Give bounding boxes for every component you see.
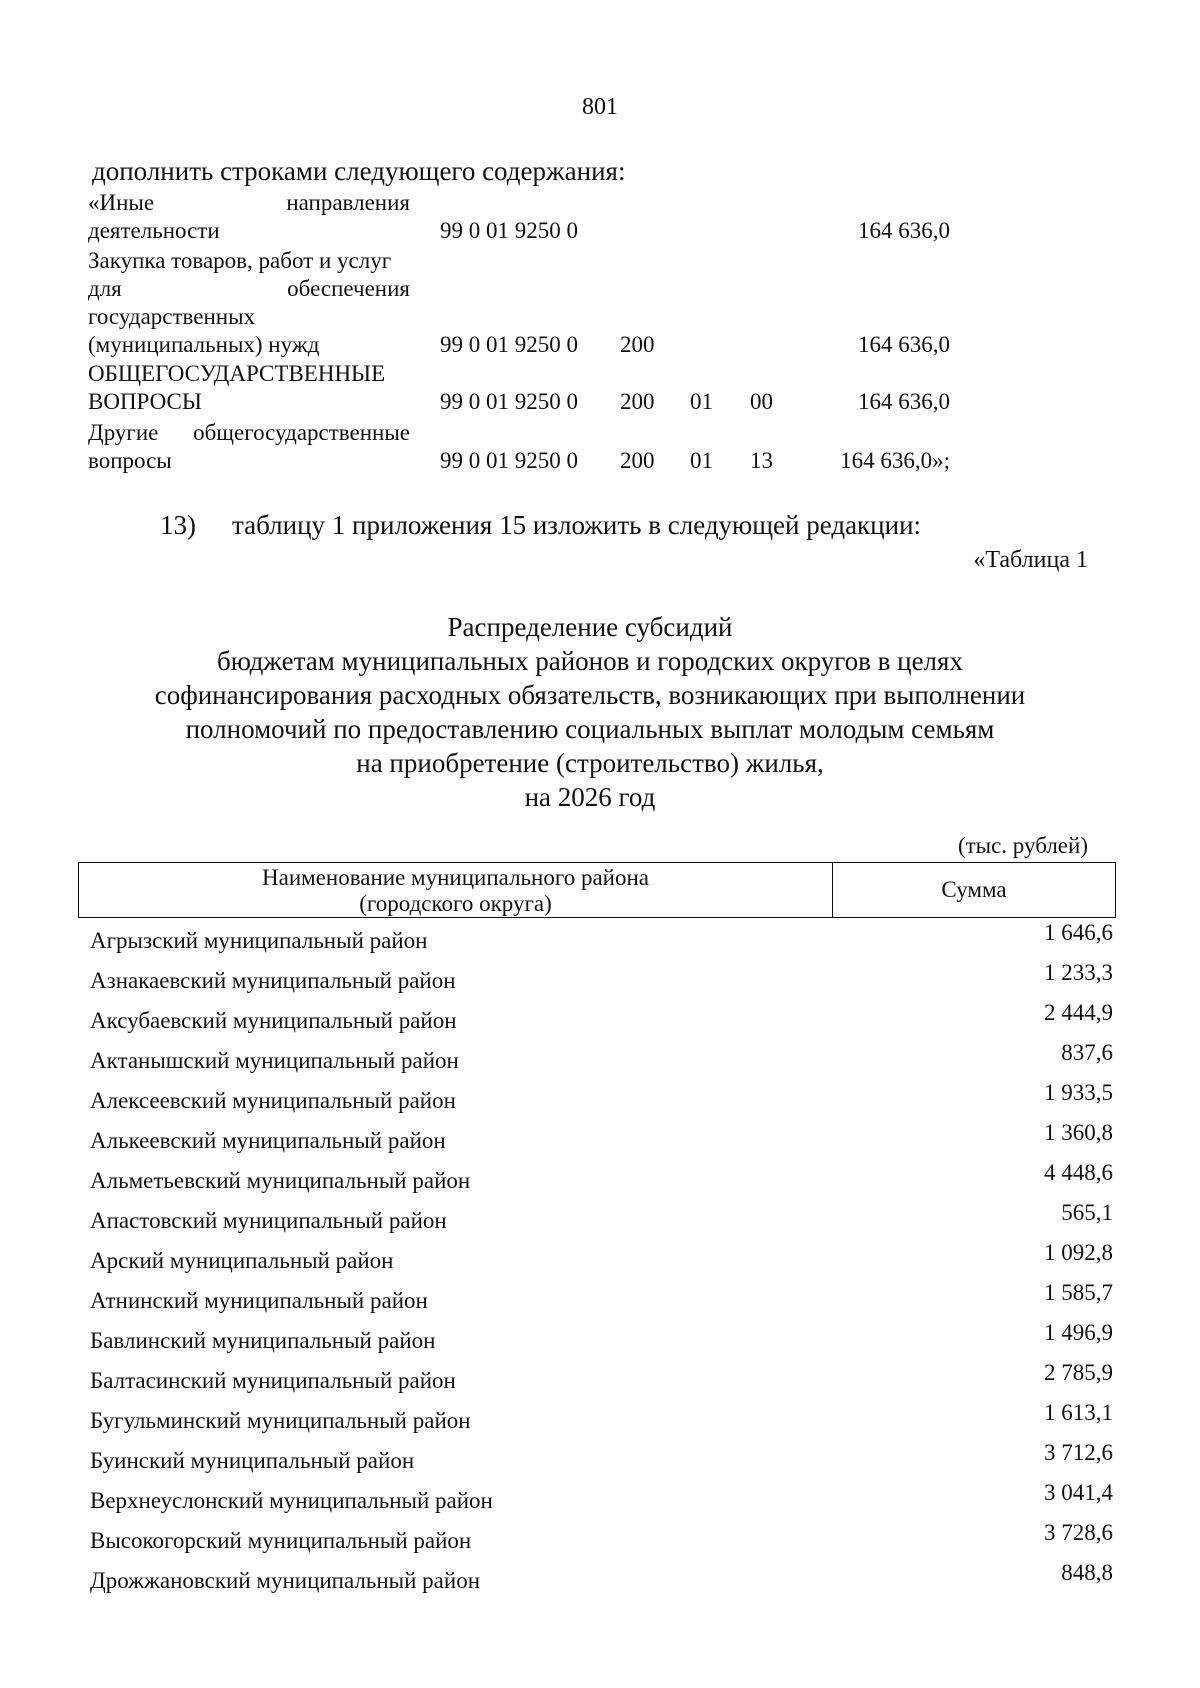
table-row (90, 1040, 1113, 1078)
row-value: 848,8 (1061, 1560, 1113, 1585)
row-name: Алькеевский муниципальный район (90, 1128, 446, 1153)
table-row (90, 1000, 1113, 1038)
row-name: Актанышский муниципальный район (90, 1048, 459, 1073)
table-row (90, 1120, 1113, 1158)
expense-code: 99 0 01 9250 0 (440, 332, 578, 357)
expense-rz: 01 (690, 389, 713, 414)
table-row (90, 1360, 1113, 1398)
row-name: Бугульминский муниципальный район (90, 1408, 471, 1433)
table-row (90, 1560, 1113, 1598)
item-13 (160, 510, 921, 541)
table-row (90, 920, 1113, 958)
row-value: 1 613,1 (1044, 1400, 1113, 1425)
expense-name-line: вопросы (88, 448, 172, 473)
expense-row (0, 247, 1200, 359)
row-value: 1 360,8 (1044, 1120, 1113, 1145)
expense-vr: 200 (620, 389, 655, 414)
units-label: (тыс. рублей) (957, 833, 1088, 858)
table-row (90, 1480, 1113, 1518)
row-value: 1 933,5 (1044, 1080, 1113, 1105)
table-row (90, 1080, 1113, 1118)
expense-code: 99 0 01 9250 0 (440, 448, 578, 473)
row-name: Аксубаевский муниципальный район (90, 1008, 457, 1033)
expense-rz: 01 (690, 448, 713, 473)
expense-sum: 164 636,0 (858, 332, 950, 357)
item-number: 13) (160, 510, 196, 540)
expense-row (0, 419, 1200, 475)
table-row (90, 1440, 1113, 1478)
table-row (90, 1280, 1113, 1318)
row-name: Агрызский муниципальный район (90, 928, 428, 953)
row-name: Балтасинский муниципальный район (90, 1368, 456, 1393)
row-value: 2 444,9 (1044, 1000, 1113, 1025)
expense-pr: 13 (750, 448, 773, 473)
expense-name-line: (муниципальных) нужд (88, 332, 320, 357)
row-value: 3 728,6 (1044, 1520, 1113, 1545)
row-value: 4 448,6 (1044, 1160, 1113, 1185)
expense-code: 99 0 01 9250 0 (440, 389, 578, 414)
row-value: 1 233,3 (1044, 960, 1113, 985)
row-name: Дрожжановский муниципальный район (90, 1568, 481, 1593)
title-line: полномочий по предоставлению социальных выплат молодым семьям (185, 714, 995, 744)
title-line: бюджетам муниципальных районов и городских округов в целях (217, 646, 963, 676)
expense-sum: 164 636,0 (858, 218, 950, 243)
row-value: 3 712,6 (1044, 1440, 1113, 1465)
row-value: 3 041,4 (1044, 1480, 1113, 1505)
row-value: 1 092,8 (1044, 1240, 1113, 1265)
title-line: Распределение субсидий (447, 612, 733, 642)
expense-name-line: для обеспечения (88, 276, 410, 301)
expense-code: 99 0 01 9250 0 (440, 218, 578, 243)
row-name: Альметьевский муниципальный район (90, 1168, 471, 1193)
expense-row (0, 360, 1200, 416)
row-name: Арский муниципальный район (90, 1248, 394, 1273)
row-value: 565,1 (1061, 1200, 1113, 1225)
table-title (0, 610, 1180, 814)
row-name: Буинский муниципальный район (90, 1448, 415, 1473)
intro-text: дополнить строками следующего содержания: (92, 156, 626, 186)
row-value: 1 646,6 (1044, 920, 1113, 945)
header-name-line: (городского округа) (359, 891, 552, 916)
expense-name-line: деятельности (88, 218, 220, 243)
row-value: 2 785,9 (1044, 1360, 1113, 1385)
row-name: Высокогорский муниципальный район (90, 1528, 472, 1553)
row-name: Алексеевский муниципальный район (90, 1088, 456, 1113)
table-row (90, 960, 1113, 998)
title-line: на 2026 год (524, 782, 656, 812)
title-line: на приобретение (строительство) жилья, (356, 748, 824, 778)
table-reference: «Таблица 1 (973, 547, 1088, 573)
expense-name-line: Закупка товаров, работ и услуг (88, 248, 392, 273)
expense-pr: 00 (750, 389, 773, 414)
expense-row (0, 189, 1200, 245)
expense-name-line: ВОПРОСЫ (88, 389, 202, 414)
header-sum-column: Сумма (941, 877, 1007, 902)
row-name: Бавлинский муниципальный район (90, 1328, 436, 1353)
row-name: Верхнеуслонский муниципальный район (90, 1488, 493, 1513)
table-header (78, 862, 1116, 918)
expense-name-line: ОБЩЕГОСУДАРСТВЕННЫЕ (88, 361, 386, 386)
row-value: 1 496,9 (1044, 1320, 1113, 1345)
row-name: Атнинский муниципальный район (90, 1288, 428, 1313)
expense-vr: 200 (620, 332, 655, 357)
expense-sum: 164 636,0»; (840, 448, 950, 473)
row-value: 1 585,7 (1044, 1280, 1113, 1305)
table-row (90, 1160, 1113, 1198)
expense-name-line: «Иные направления (88, 190, 410, 215)
header-name-column (79, 863, 833, 917)
expense-sum: 164 636,0 (858, 389, 950, 414)
expense-name-line: Другие общегосударственные (88, 420, 410, 445)
table-row (90, 1240, 1113, 1278)
table-row (90, 1320, 1113, 1358)
row-name: Азнакаевский муниципальный район (90, 968, 456, 993)
header-name-line: Наименование муниципального района (262, 865, 649, 890)
title-line: софинансирования расходных обязательств, возникающих при выполнении (154, 680, 1026, 710)
table-row (90, 1520, 1113, 1558)
table-row (90, 1200, 1113, 1238)
table-row (90, 1400, 1113, 1438)
item-text: таблицу 1 приложения 15 изложить в следующей редакции: (232, 510, 922, 540)
expense-name-line: государственных (88, 304, 256, 329)
row-name: Апастовский муниципальный район (90, 1208, 447, 1233)
page-number: 801 (582, 94, 618, 120)
row-value: 837,6 (1061, 1040, 1113, 1065)
expense-vr: 200 (620, 448, 655, 473)
